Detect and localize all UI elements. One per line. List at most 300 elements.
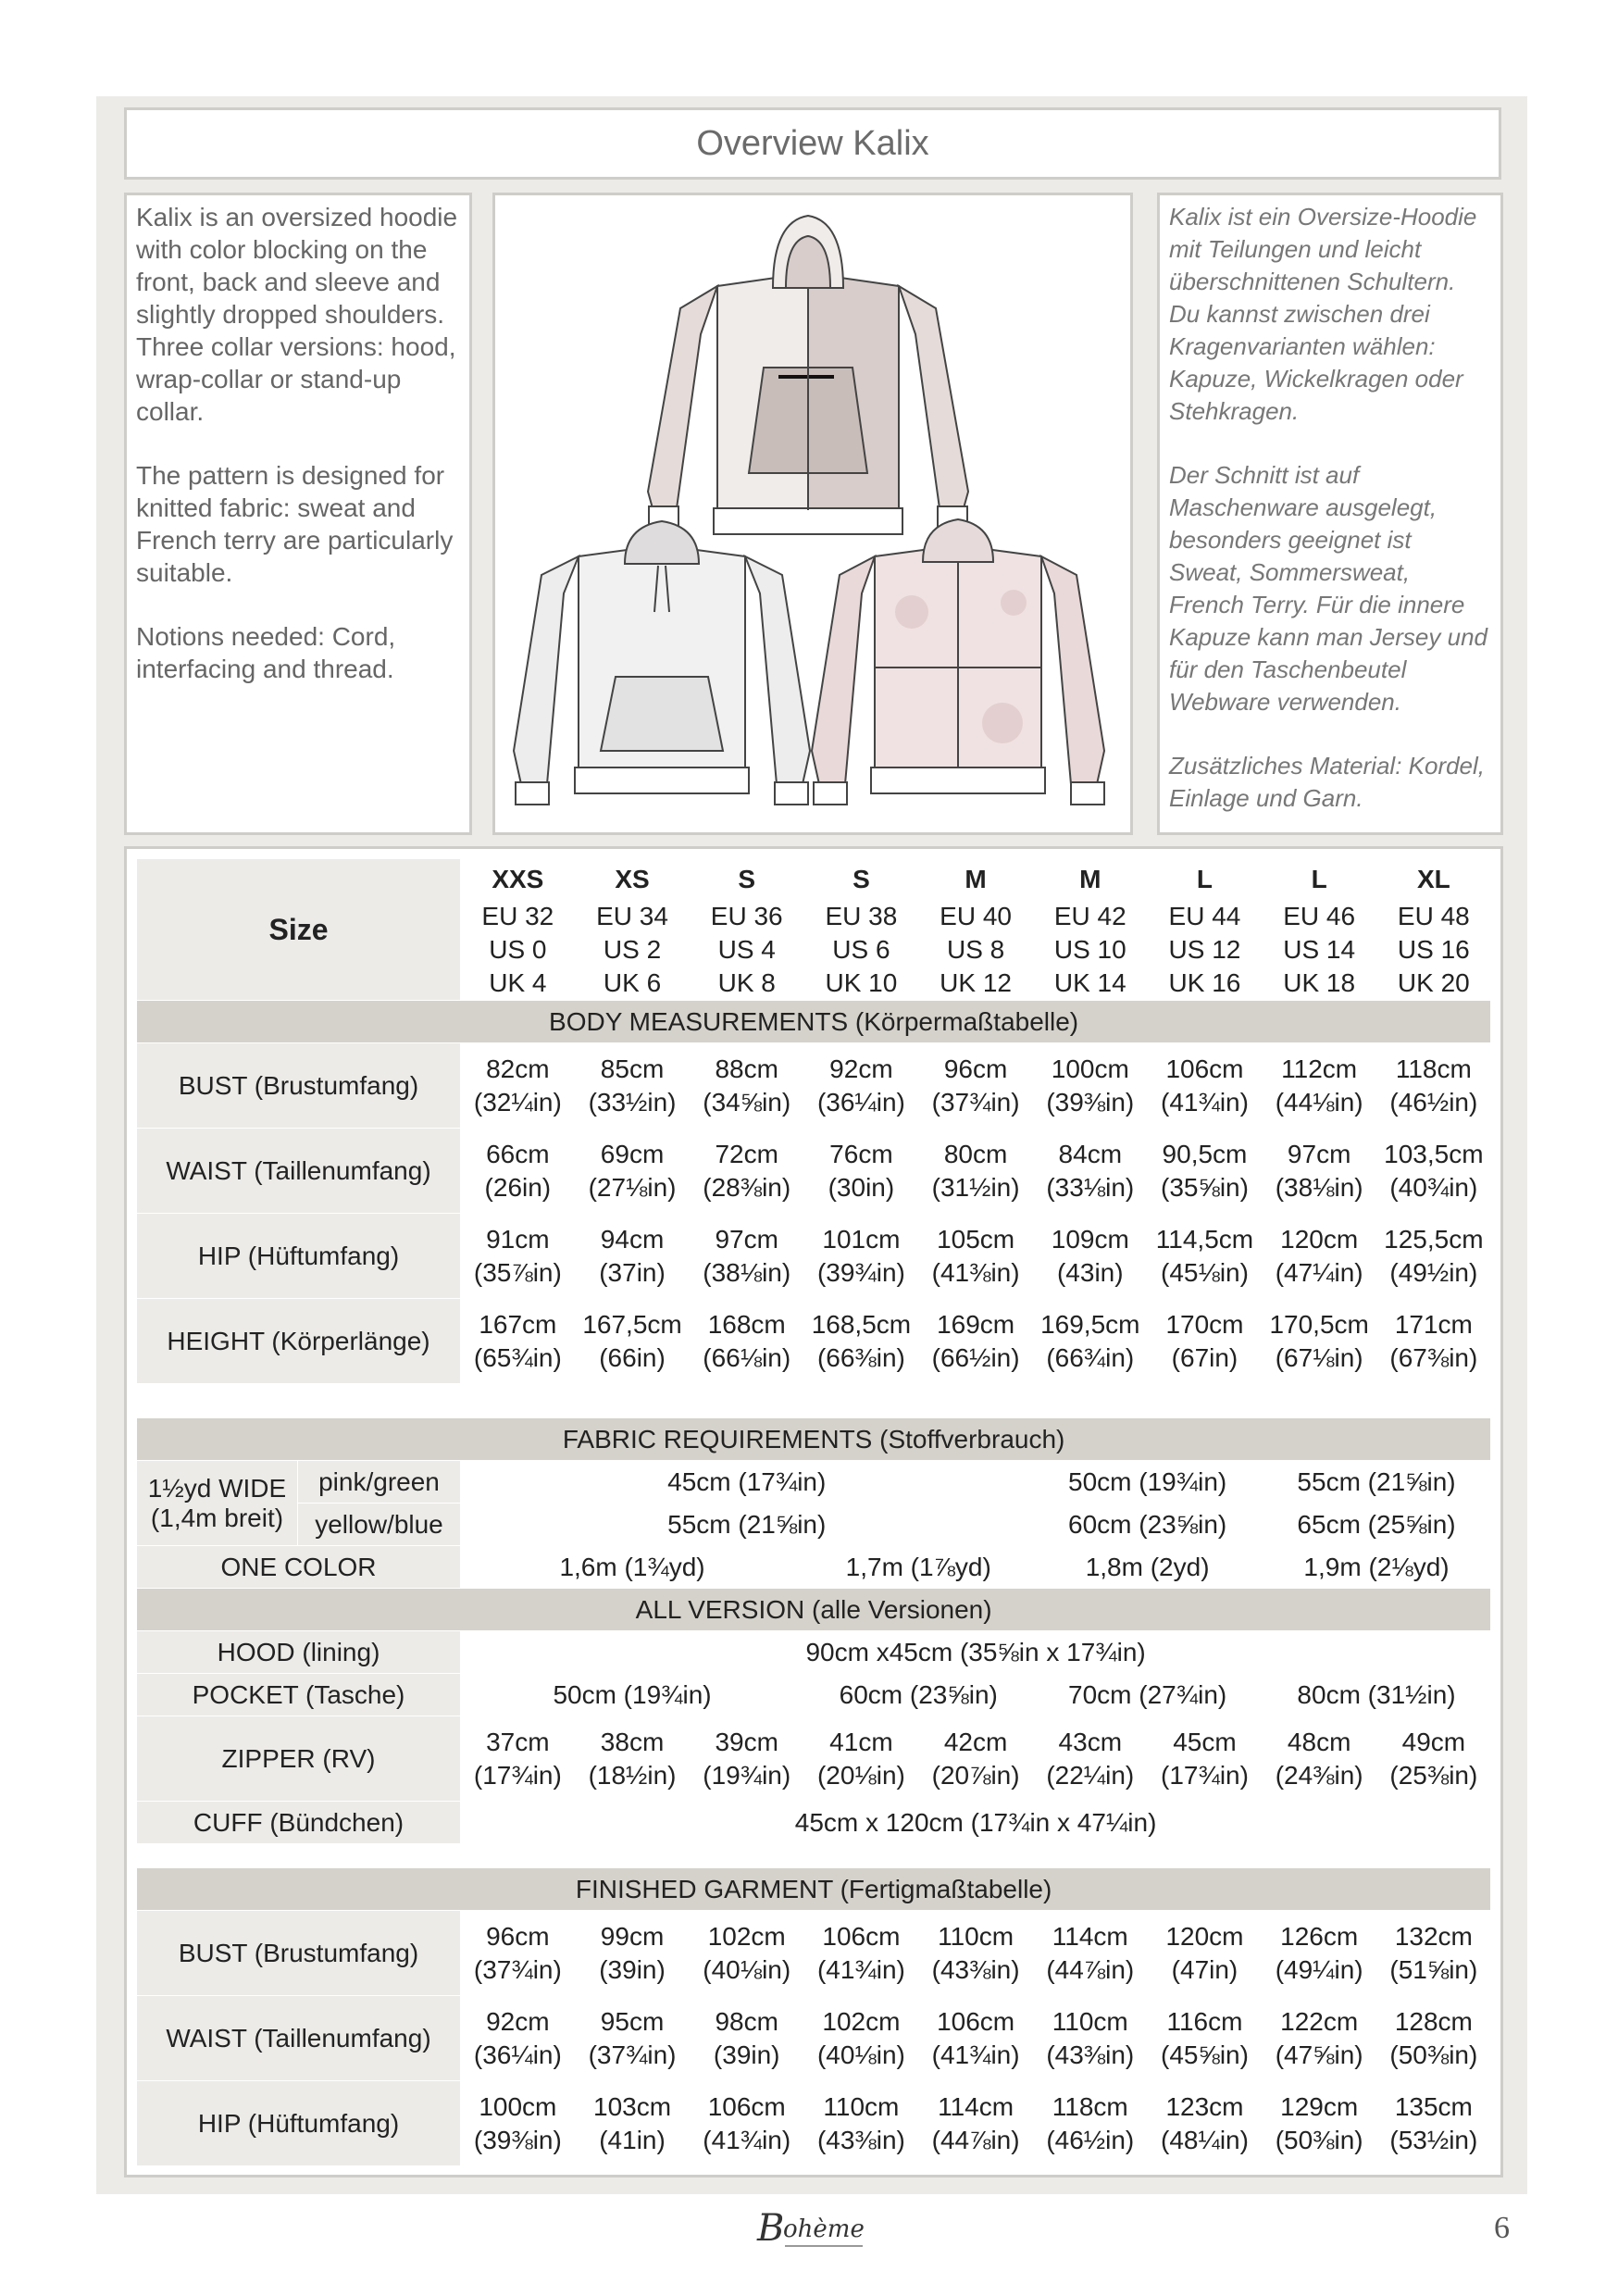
zipper-cm: 37cm (486, 1727, 550, 1756)
size-eu: EU 46 (1262, 900, 1376, 934)
size-uk: UK 6 (575, 967, 690, 1001)
finished-measure-cell (804, 1911, 919, 1996)
measure-in: (43⅜in) (816, 2125, 905, 2154)
finished-measure-cell (804, 2081, 919, 2166)
one-color-label: ONE COLOR (137, 1546, 461, 1589)
zipper-value (918, 1716, 1033, 1802)
measure-in: (67in) (1171, 1342, 1238, 1372)
finished-row-label: WAIST (Taillenumfang) (137, 1996, 461, 2081)
zipper-value (1376, 1716, 1491, 1802)
measure-cm: 80cm (943, 1139, 1008, 1168)
size-us: US 0 (461, 933, 576, 967)
zipper-in: (20⅞in) (931, 1760, 1020, 1790)
zipper-cm: 39cm (715, 1727, 778, 1756)
measure-in: (39in) (713, 2040, 780, 2069)
measure-in: (66½in) (931, 1342, 1020, 1372)
zipper-in: (24⅜in) (1275, 1760, 1363, 1790)
measure-in: (26in) (484, 1172, 552, 1202)
zipper-in: (22¼in) (1046, 1760, 1135, 1790)
finished-measure-cell (461, 1911, 576, 1996)
desc-en-paragraph: Notions needed: Cord, interfacing and thread. (136, 622, 396, 683)
body-row-label: BUST (Brustumfang) (137, 1043, 461, 1129)
measure-cm: 96cm (486, 1921, 550, 1951)
measure-in: (31½in) (931, 1172, 1020, 1202)
hood-value: 90cm x45cm (35⅝in x 17¾in) (461, 1631, 1491, 1674)
fabric-width-line-2: (1,4m breit) (150, 1503, 284, 1532)
measure-in: (35⅝in) (1161, 1172, 1249, 1202)
body-measure-cell (461, 1129, 576, 1214)
size-uk: UK 10 (804, 967, 919, 1001)
fabric-pink-value: 45cm (17¾in) (461, 1461, 1033, 1504)
finished-row-label: HIP (Hüftumfang) (137, 2081, 461, 2166)
measure-in: (46½in) (1046, 2125, 1135, 2154)
measure-in: (51⅝in) (1389, 1954, 1478, 1984)
measure-cm: 112cm (1281, 1054, 1358, 1083)
measure-cm: 99cm (600, 1921, 665, 1951)
zipper-cm: 38cm (600, 1727, 665, 1756)
body-measure-cell (918, 1043, 1033, 1129)
size-uk: UK 4 (461, 967, 576, 1001)
zipper-label: ZIPPER (RV) (137, 1716, 461, 1802)
pocket-value: 70cm (27¾in) (1033, 1674, 1262, 1716)
size-eu: EU 36 (690, 900, 804, 934)
measure-cm: 97cm (1287, 1139, 1351, 1168)
measure-cm: 103cm (593, 2091, 672, 2121)
size-eu: EU 34 (575, 900, 690, 934)
zipper-cm: 48cm (1287, 1727, 1351, 1756)
finished-measure-cell (1033, 2081, 1148, 2166)
description-german (1157, 193, 1503, 835)
measure-in: (44⅞in) (931, 2125, 1020, 2154)
measure-cm: 168,5cm (811, 1309, 912, 1339)
body-measure-cell (1376, 1129, 1491, 1214)
measure-cm: 91cm (486, 1224, 550, 1254)
size-letter: S (804, 859, 919, 900)
body-measure-cell (461, 1214, 576, 1299)
finished-measure-cell (918, 1911, 1033, 1996)
fabric-pink-label: pink/green (298, 1461, 461, 1504)
page-number: 6 (1494, 2211, 1510, 2245)
size-eu: EU 42 (1033, 900, 1148, 934)
measure-cm: 92cm (829, 1054, 893, 1083)
measure-cm: 106cm (1165, 1054, 1244, 1083)
finished-measure-cell (1376, 1911, 1491, 1996)
measure-cm: 94cm (600, 1224, 665, 1254)
measure-in: (53½in) (1389, 2125, 1478, 2154)
finished-measure-cell (1376, 2081, 1491, 2166)
measure-in: (39⅜in) (473, 2125, 562, 2154)
size-label: Size (137, 859, 461, 1001)
body-row-label: HIP (Hüftumfang) (137, 1214, 461, 1299)
measure-cm: 114cm (1052, 1921, 1128, 1951)
measure-cm: 120cm (1165, 1921, 1244, 1951)
zipper-in: (19¾in) (703, 1760, 791, 1790)
one-color-value: 1,6m (1¾yd) (461, 1546, 804, 1589)
body-measure-cell (804, 1129, 919, 1214)
measure-cm: 167,5cm (582, 1309, 682, 1339)
size-us: US 4 (690, 933, 804, 967)
measure-cm: 122cm (1280, 2006, 1359, 2036)
measure-in: (37in) (599, 1257, 666, 1287)
size-uk: UK 8 (690, 967, 804, 1001)
one-color-value: 1,8m (2yd) (1033, 1546, 1262, 1589)
fabric-yellow-value: 60cm (23⅝in) (1033, 1504, 1262, 1546)
size-uk: UK 16 (1148, 967, 1263, 1001)
measure-cm: 167cm (479, 1309, 557, 1339)
fabric-yellow-value: 55cm (21⅝in) (461, 1504, 1033, 1546)
measure-cm: 103,5cm (1384, 1139, 1484, 1168)
measure-cm: 110cm (1052, 2006, 1128, 2036)
measure-cm: 100cm (1051, 1054, 1129, 1083)
measure-cm: 171cm (1394, 1309, 1473, 1339)
zipper-cm: 43cm (1058, 1727, 1123, 1756)
page-title: Overview Kalix (696, 123, 929, 163)
zipper-cm: 45cm (1173, 1727, 1237, 1756)
body-measure-cell (575, 1043, 690, 1129)
body-measure-cell (1148, 1043, 1263, 1129)
measure-cm: 76cm (829, 1139, 893, 1168)
measure-in: (37¾in) (931, 1087, 1020, 1117)
zipper-value (1262, 1716, 1376, 1802)
measure-cm: 168cm (707, 1309, 786, 1339)
svg-text:ohème: ohème (783, 2215, 865, 2243)
size-us: US 12 (1148, 933, 1263, 967)
measure-in: (41in) (599, 2125, 666, 2154)
size-us: US 2 (575, 933, 690, 967)
boheme-logo (752, 2192, 872, 2266)
size-uk: UK 18 (1262, 967, 1376, 1001)
finished-measure-cell (1033, 1911, 1148, 1996)
body-measure-cell (1033, 1129, 1148, 1214)
measure-in: (66in) (599, 1342, 666, 1372)
measure-in: (44⅞in) (1046, 1954, 1135, 1984)
finished-measure-cell (918, 1996, 1033, 2081)
measure-in: (46½in) (1389, 1087, 1478, 1117)
size-letter: XXS (461, 859, 576, 900)
measure-in: (47¼in) (1275, 1257, 1363, 1287)
measure-in: (43⅜in) (1046, 2040, 1135, 2069)
measure-cm: 69cm (600, 1139, 665, 1168)
measure-in: (34⅝in) (703, 1087, 791, 1117)
body-measure-cell (1262, 1129, 1376, 1214)
measure-in: (38⅛in) (1275, 1172, 1363, 1202)
desc-en-paragraph: Kalix is an oversized hoodie with color blocking on the front, back and sleeve and slightly dropped shoulders. Three collar versions: hood, wrap-collar or stand-up collar. (136, 203, 458, 426)
measure-in: (47in) (1171, 1954, 1238, 1984)
measure-cm: 84cm (1058, 1139, 1123, 1168)
measure-in: (41⅜in) (931, 1257, 1020, 1287)
body-measure-cell (575, 1129, 690, 1214)
measure-cm: 128cm (1394, 2006, 1473, 2036)
body-measurements-header: BODY MEASUREMENTS (Körpermaßtabelle) (137, 1001, 1491, 1043)
measure-in: (67⅜in) (1389, 1342, 1478, 1372)
measure-cm: 118cm (1395, 1054, 1472, 1083)
finished-measure-cell (461, 2081, 576, 2166)
measure-in: (28⅜in) (703, 1172, 791, 1202)
measure-in: (30in) (828, 1172, 895, 1202)
measure-in: (50⅜in) (1389, 2040, 1478, 2069)
measure-cm: 129cm (1280, 2091, 1359, 2121)
measure-in: (41¾in) (931, 2040, 1020, 2069)
measure-in: (48¼in) (1161, 2125, 1249, 2154)
desc-en-paragraph: The pattern is designed for knitted fabric: sweat and French terry are particularly suitable. (136, 461, 454, 587)
measure-in: (39in) (599, 1954, 666, 1984)
hoodie-floral-zip-drawing (812, 519, 1104, 805)
finished-measure-cell (918, 2081, 1033, 2166)
zipper-in: (17¾in) (1161, 1760, 1249, 1790)
measure-cm: 170cm (1165, 1309, 1244, 1339)
zipper-cm: 49cm (1401, 1727, 1466, 1756)
measure-in: (40⅛in) (703, 1954, 791, 1984)
finished-measure-cell (1033, 1996, 1148, 2081)
finished-table (136, 1867, 1491, 2166)
size-letter: M (1033, 859, 1148, 900)
finished-measure-cell (575, 2081, 690, 2166)
body-measure-cell (690, 1299, 804, 1384)
finished-measure-cell (1148, 2081, 1263, 2166)
size-eu: EU 48 (1376, 900, 1491, 934)
description-english (124, 193, 472, 835)
measure-in: (32¼in) (473, 1087, 562, 1117)
measure-in: (37¾in) (473, 1954, 562, 1984)
measure-cm: 125,5cm (1384, 1224, 1484, 1254)
size-us: US 8 (918, 933, 1033, 967)
measure-cm: 96cm (943, 1054, 1008, 1083)
finished-measure-cell (461, 1996, 576, 2081)
measure-cm: 169,5cm (1040, 1309, 1140, 1339)
measure-in: (36¼in) (473, 2040, 562, 2069)
measure-cm: 109cm (1051, 1224, 1129, 1254)
hoodie-kangaroo-pocket-drawing (514, 521, 810, 805)
hood-label: HOOD (lining) (137, 1631, 461, 1674)
measure-cm: 97cm (715, 1224, 778, 1254)
finished-measure-cell (1262, 1911, 1376, 1996)
measure-in: (45⅛in) (1161, 1257, 1249, 1287)
measure-in: (44⅛in) (1275, 1087, 1363, 1117)
measure-cm: 114cm (938, 2091, 1014, 2121)
one-color-value: 1,7m (1⅞yd) (804, 1546, 1033, 1589)
measure-in: (33½in) (588, 1087, 677, 1117)
measure-in: (36¼in) (816, 1087, 905, 1117)
illustration-panel (492, 193, 1133, 835)
measure-cm: 106cm (937, 2006, 1015, 2036)
finished-row-label: BUST (Brustumfang) (137, 1911, 461, 1996)
body-row-label: WAIST (Taillenumfang) (137, 1129, 461, 1214)
pocket-value: 50cm (19¾in) (461, 1674, 804, 1716)
measure-in: (47⅝in) (1275, 2040, 1363, 2069)
body-measure-cell (1262, 1214, 1376, 1299)
zipper-value (1148, 1716, 1263, 1802)
measure-cm: 92cm (486, 2006, 550, 2036)
svg-text:B: B (757, 2207, 785, 2250)
fabric-requirements-header: FABRIC REQUIREMENTS (Stoffverbrauch) (137, 1418, 1491, 1461)
body-measure-cell (1376, 1299, 1491, 1384)
measure-cm: 110cm (938, 1921, 1014, 1951)
finished-measure-cell (575, 1911, 690, 1996)
measure-cm: 110cm (823, 2091, 900, 2121)
desc-de-paragraph: Der Schnitt ist auf Maschenware ausgelegt, besonders geeignet ist Sweat, Sommersweat, French Terry. Für die innere Kapuze kann man Jersey und für den Taschenbeutel Webware verwenden. (1169, 461, 1487, 716)
pocket-label: POCKET (Tasche) (137, 1674, 461, 1716)
body-measure-cell (690, 1129, 804, 1214)
fabric-table (136, 1417, 1491, 1844)
size-us: US 16 (1376, 933, 1491, 967)
body-measure-cell (1262, 1299, 1376, 1384)
measure-in: (67⅛in) (1275, 1342, 1363, 1372)
finished-measure-cell (1262, 2081, 1376, 2166)
measure-in: (66⅜in) (816, 1342, 905, 1372)
zipper-in: (25⅜in) (1389, 1760, 1478, 1790)
finished-garment-header: FINISHED GARMENT (Fertigmaßtabelle) (137, 1868, 1491, 1911)
size-table-panel (124, 846, 1503, 2177)
body-measure-cell (690, 1214, 804, 1299)
measure-in: (65¾in) (473, 1342, 562, 1372)
measure-in: (35⅞in) (473, 1257, 562, 1287)
measure-in: (41¾in) (1161, 1087, 1249, 1117)
zipper-cm: 42cm (943, 1727, 1008, 1756)
measure-cm: 106cm (822, 1921, 901, 1951)
body-measure-cell (1262, 1043, 1376, 1129)
hoodie-colorblock-drawing (648, 216, 968, 534)
size-letter: M (918, 859, 1033, 900)
measure-in: (41¾in) (703, 2125, 791, 2154)
body-measure-cell (1033, 1214, 1148, 1299)
finished-measure-cell (1148, 1911, 1263, 1996)
size-uk: UK 12 (918, 967, 1033, 1001)
measure-cm: 72cm (715, 1139, 778, 1168)
measure-cm: 88cm (715, 1054, 778, 1083)
cuff-value: 45cm x 120cm (17¾in x 47¼in) (461, 1802, 1491, 1844)
measure-cm: 95cm (600, 2006, 665, 2036)
measure-in: (40⅛in) (816, 2040, 905, 2069)
measure-in: (66¾in) (1046, 1342, 1135, 1372)
zipper-value (1033, 1716, 1148, 1802)
body-measure-cell (1148, 1214, 1263, 1299)
measure-in: (49½in) (1389, 1257, 1478, 1287)
finished-measure-cell (804, 1996, 919, 2081)
desc-de-paragraph: Kalix ist ein Oversize-Hoodie mit Teilungen und leicht überschnittenen Schultern. Du kannst zwischen drei Kragenvarianten wählen: Kapuze, Wickelkragen oder Stehkragen. (1169, 203, 1477, 425)
measure-in: (43in) (1056, 1257, 1124, 1287)
measure-in: (66⅛in) (703, 1342, 791, 1372)
body-measure-cell (804, 1043, 919, 1129)
fabric-width-line-1: 1½yd WIDE (147, 1473, 287, 1503)
measure-cm: 85cm (600, 1054, 665, 1083)
size-eu: EU 32 (461, 900, 576, 934)
measure-cm: 170,5cm (1269, 1309, 1369, 1339)
pocket-value: 60cm (23⅝in) (804, 1674, 1033, 1716)
measure-cm: 106cm (707, 2091, 786, 2121)
measure-cm: 90,5cm (1162, 1139, 1248, 1168)
finished-measure-cell (1262, 1996, 1376, 2081)
body-measure-cell (804, 1214, 919, 1299)
desc-de-paragraph: Zusätzliches Material: Kordel, Einlage und Garn. (1169, 752, 1486, 812)
cuff-label: CUFF (Bündchen) (137, 1802, 461, 1844)
body-measure-cell (1376, 1043, 1491, 1129)
size-uk: UK 20 (1376, 967, 1491, 1001)
body-measure-cell (461, 1299, 576, 1384)
measure-cm: 82cm (486, 1054, 550, 1083)
measure-cm: 102cm (822, 2006, 901, 2036)
finished-measure-cell (690, 1911, 804, 1996)
finished-measure-cell (690, 2081, 804, 2166)
measure-cm: 132cm (1394, 1921, 1473, 1951)
body-measure-cell (575, 1299, 690, 1384)
measure-in: (39⅜in) (1046, 1087, 1135, 1117)
all-version-header: ALL VERSION (alle Versionen) (137, 1589, 1491, 1631)
size-letter: L (1262, 859, 1376, 900)
size-letter: XL (1376, 859, 1491, 900)
measure-in: (38⅛in) (703, 1257, 791, 1287)
fabric-width-label (137, 1461, 298, 1546)
size-eu: EU 38 (804, 900, 919, 934)
finished-measure-cell (575, 1996, 690, 2081)
size-letter: S (690, 859, 804, 900)
size-letter: XS (575, 859, 690, 900)
body-measure-cell (1033, 1299, 1148, 1384)
size-us: US 6 (804, 933, 919, 967)
finished-measure-cell (690, 1996, 804, 2081)
size-us: US 14 (1262, 933, 1376, 967)
measure-cm: 118cm (1052, 2091, 1128, 2121)
zipper-in: (18½in) (588, 1760, 677, 1790)
measure-in: (43⅜in) (931, 1954, 1020, 1984)
body-measure-cell (690, 1043, 804, 1129)
fabric-yellow-label: yellow/blue (298, 1504, 461, 1546)
zipper-value (575, 1716, 690, 1802)
fabric-yellow-value: 65cm (25⅝in) (1262, 1504, 1490, 1546)
zipper-in: (17¾in) (473, 1760, 562, 1790)
zipper-value (804, 1716, 919, 1802)
measure-cm: 169cm (937, 1309, 1015, 1339)
fabric-pink-value: 55cm (21⅝in) (1262, 1461, 1490, 1504)
measure-in: (33⅛in) (1046, 1172, 1135, 1202)
measure-cm: 120cm (1280, 1224, 1359, 1254)
body-measure-cell (1148, 1129, 1263, 1214)
fabric-pink-value: 50cm (19¾in) (1033, 1461, 1262, 1504)
body-measure-cell (918, 1129, 1033, 1214)
size-eu: EU 40 (918, 900, 1033, 934)
measure-cm: 102cm (707, 1921, 786, 1951)
zipper-value (690, 1716, 804, 1802)
size-uk: UK 14 (1033, 967, 1148, 1001)
measure-cm: 114,5cm (1155, 1224, 1254, 1254)
body-measure-cell (1376, 1214, 1491, 1299)
measure-in: (49¼in) (1275, 1954, 1363, 1984)
zipper-in: (20⅛in) (816, 1760, 905, 1790)
measure-in: (39¾in) (816, 1257, 905, 1287)
body-measure-cell (461, 1043, 576, 1129)
body-measure-cell (918, 1299, 1033, 1384)
body-measure-cell (1148, 1299, 1263, 1384)
measure-in: (37¾in) (588, 2040, 677, 2069)
measure-cm: 126cm (1280, 1921, 1359, 1951)
size-us: US 10 (1033, 933, 1148, 967)
measure-in: (45⅝in) (1161, 2040, 1249, 2069)
title-box (124, 107, 1501, 180)
body-measure-cell (575, 1214, 690, 1299)
measure-cm: 105cm (937, 1224, 1015, 1254)
zipper-value (461, 1716, 576, 1802)
size-eu: EU 44 (1148, 900, 1263, 934)
measure-cm: 98cm (715, 2006, 778, 2036)
one-color-value: 1,9m (2⅛yd) (1262, 1546, 1490, 1589)
measure-in: (50⅜in) (1275, 2125, 1363, 2154)
finished-measure-cell (1376, 1996, 1491, 2081)
size-letter: L (1148, 859, 1263, 900)
body-measure-cell (804, 1299, 919, 1384)
measure-in: (40¾in) (1389, 1172, 1478, 1202)
measure-in: (41¾in) (816, 1954, 905, 1984)
measure-cm: 123cm (1165, 2091, 1244, 2121)
measure-in: (27⅛in) (588, 1172, 677, 1202)
